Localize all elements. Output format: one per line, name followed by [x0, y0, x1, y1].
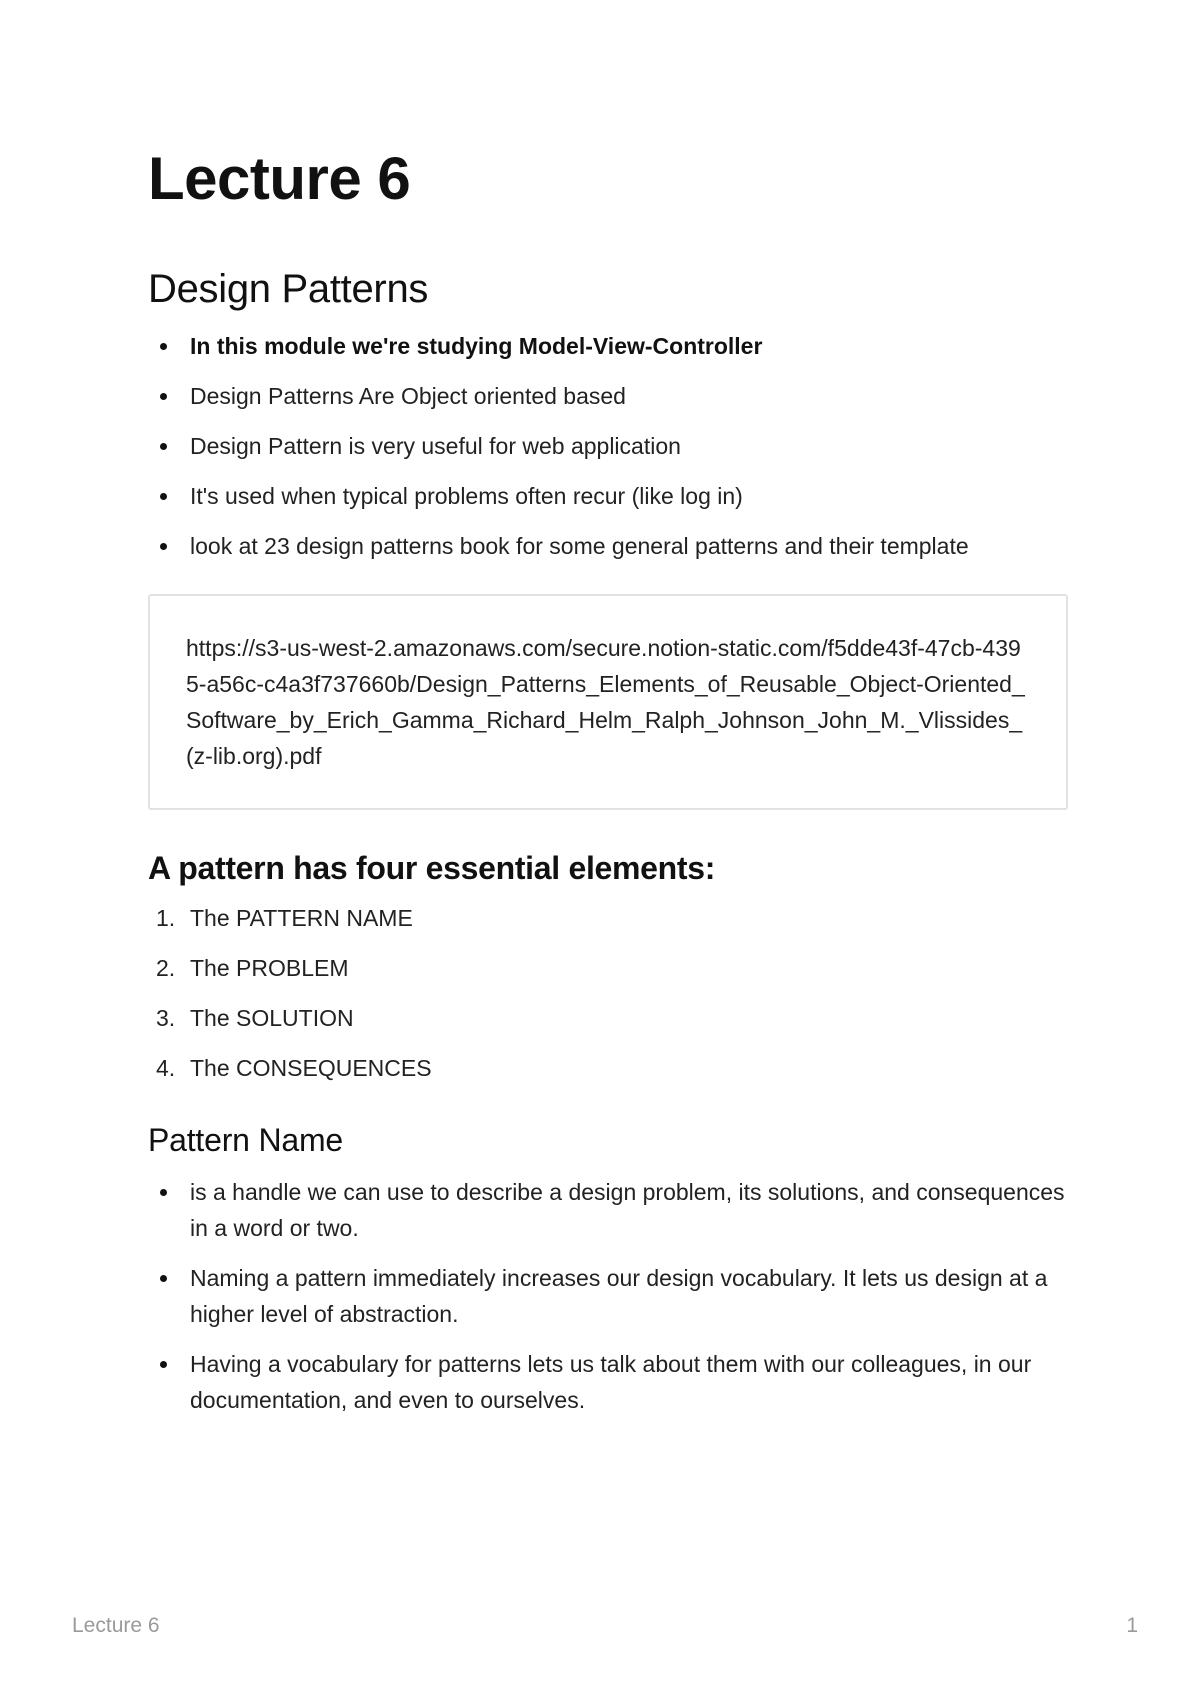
footer-title: Lecture 6 — [72, 1614, 160, 1637]
section-heading-design-patterns: Design Patterns — [148, 267, 429, 311]
bullet-icon — [160, 543, 167, 550]
pdf-embed-link[interactable] — [148, 594, 1068, 810]
list-item: It's used when typical problems often recur (like log in) — [148, 478, 1068, 514]
list-item: Having a vocabulary for patterns lets us talk about them with our colleagues, in our documentation, and even to ourselves. — [148, 1346, 1068, 1418]
bullet-icon — [160, 1189, 167, 1196]
bullet-icon — [160, 1275, 167, 1282]
list-item: 2. The PROBLEM — [156, 955, 349, 981]
section-heading-essential-elements: A pattern has four essential elements: — [148, 850, 716, 886]
bullet-icon — [160, 343, 167, 350]
list-item: is a handle we can use to describe a design problem, its solutions, and consequences in a word or two. — [148, 1174, 1068, 1246]
section-heading-pattern-name: Pattern Name — [148, 1122, 344, 1158]
bullet-icon — [160, 493, 167, 500]
page-content — [148, 140, 1068, 1418]
list-item: 3. The SOLUTION — [156, 1005, 354, 1031]
list-item: look at 23 design patterns book for some general patterns and their template — [148, 528, 1068, 564]
essential-elements-list — [148, 900, 1068, 1086]
bullet-icon — [160, 393, 167, 400]
list-item: Design Patterns Are Object oriented based — [148, 378, 1068, 414]
design-patterns-list — [148, 328, 1068, 564]
list-item: In this module we're studying Model-View-Controller — [148, 328, 1068, 364]
pattern-name-list — [148, 1174, 1068, 1418]
bullet-icon — [160, 1361, 167, 1368]
embed-url-text[interactable]: https://s3-us-west-2.amazonaws.com/secure.notion-static.com/f5dde43f-47cb-4395-a56c-c4a3f737660b/Design_Patterns_Elements_of_Reusable_Object-Oriented_Software_by_Erich_Gamma_Richard_Helm_Ralph_Johnson_John_M._Vlissides_(z-lib.org).pdf — [186, 635, 1025, 769]
page-title: Lecture 6 — [148, 145, 411, 212]
list-item: 1. The PATTERN NAME — [156, 905, 413, 931]
page-number: 1 — [1126, 1614, 1138, 1637]
list-item: Design Pattern is very useful for web application — [148, 428, 1068, 464]
list-item: Naming a pattern immediately increases our design vocabulary. It lets us design at a higher level of abstraction. — [148, 1260, 1068, 1332]
bullet-icon — [160, 443, 167, 450]
list-item: 4. The CONSEQUENCES — [156, 1055, 432, 1081]
